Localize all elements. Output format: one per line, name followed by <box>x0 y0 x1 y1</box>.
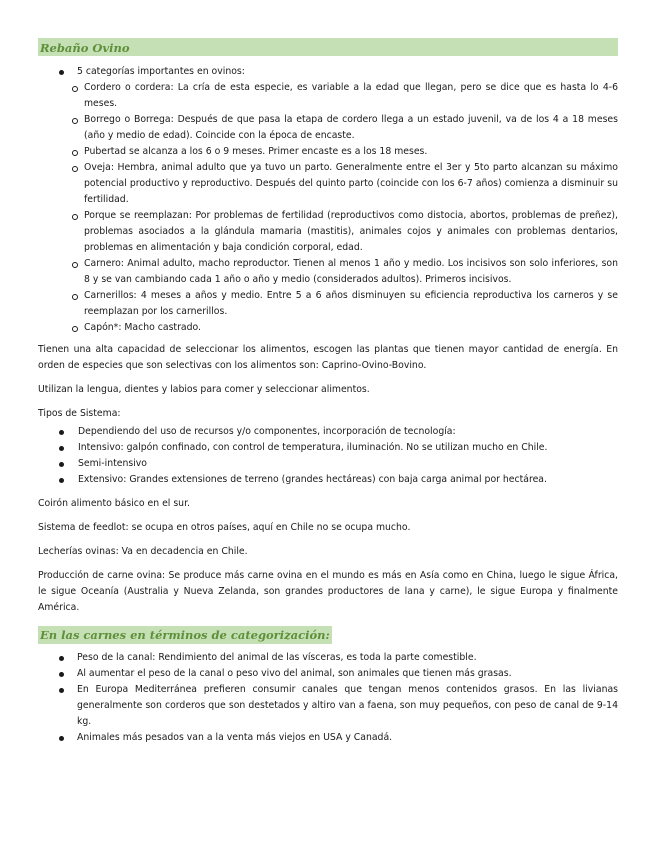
sub-list-item <box>70 208 618 256</box>
paragraph-produccion: Producción de carne ovina: Se produce más carne ovina en el mundo es más en Asía como en China, luego le sigue África, le sigue Oceanía (Australia y Nueva Zelanda, son grandes productores de lana y carne), le sigue Europa y finalmente América. <box>38 570 618 613</box>
bullet-icon <box>59 462 64 467</box>
sub-list-item <box>70 80 618 112</box>
sub-list-item <box>70 160 618 208</box>
sub-list-item-text: Cordero o cordera: La cría de esta especie, es variable a la edad que llegan, pero se dice que es hasta lo 4-6 meses. <box>84 82 618 109</box>
section-heading-carnes: En las carnes en términos de categorización: <box>40 628 330 642</box>
bullet-icon <box>59 478 64 483</box>
hollow-bullet-icon <box>72 150 78 156</box>
sub-list-item <box>70 288 618 320</box>
paragraph-feedlot: Sistema de feedlot: se ocupa en otros países, aquí en Chile no se ocupa mucho. <box>38 522 411 533</box>
section-heading-row <box>38 624 618 644</box>
list-item <box>38 440 618 456</box>
list-item <box>38 424 618 440</box>
hollow-bullet-icon <box>72 262 78 268</box>
sub-list-item <box>70 144 618 160</box>
paragraph-lecherias: Lecherías ovinas: Va en decadencia en Chile. <box>38 546 248 557</box>
list-item-text: Al aumentar el peso de la canal o peso vivo del animal, son animales que tienen más grasas. <box>77 668 512 679</box>
bullet-icon <box>59 70 64 75</box>
list-item <box>38 666 618 682</box>
paragraph-coiron: Coirón alimento básico en el sur. <box>38 498 191 509</box>
sub-list-item-text: Borrego o Borrega: Después de que pasa la etapa de cordero llega a un estado juvenil, va de los 4 a 18 meses (año y medio de edad). Coincide con la época de encaste. <box>84 114 618 141</box>
paragraph-tipos-label: Tipos de Sistema: <box>38 408 121 419</box>
list-item <box>38 650 618 666</box>
section-heading-rebano-ovino: Rebaño Ovino <box>40 41 130 55</box>
sub-list-item <box>70 112 618 144</box>
list-item <box>38 456 618 472</box>
document-page <box>38 38 618 746</box>
bullet-icon <box>59 446 64 451</box>
sub-list-item-text: Oveja: Hembra, animal adulto que ya tuvo un parto. Generalmente entre el 3er y 5to parto alcanzan su máximo potencial productivo y reproductivo. Después del quinto parto (coincide con los 6-7 años) comienza a disminuir su fertilidad. <box>84 162 618 205</box>
list-item-text: Peso de la canal: Rendimiento del animal de las vísceras, es toda la parte comestible. <box>77 652 477 663</box>
bullet-icon <box>59 688 64 693</box>
list-item-text: En Europa Mediterránea prefieren consumir canales que tengan menos contenidos grasos. En las livianas generalmente son corderos que son destetados y altiro van a faena, son muy pequeños, con peso de canal de 9-14 kg. <box>77 684 618 727</box>
list-item-text: Animales más pesados van a la venta más viejos en USA y Canadá. <box>77 732 393 743</box>
hollow-bullet-icon <box>72 118 78 124</box>
list-item-text: 5 categorías importantes en ovinos: <box>77 66 245 77</box>
bullet-icon <box>59 736 64 741</box>
hollow-bullet-icon <box>72 294 78 300</box>
paragraph-selective: Tienen una alta capacidad de seleccionar los alimentos, escogen las plantas que tienen mayor cantidad de energía. En orden de especies que son selectivas con los alimentos son: Caprino-Ovino-Bovino. <box>38 344 618 371</box>
sub-list-item <box>70 320 618 336</box>
tipos-list <box>38 424 618 488</box>
hollow-bullet-icon <box>72 214 78 220</box>
list-item-text: Semi-intensivo <box>78 458 147 469</box>
list-item-text: Intensivo: galpón confinado, con control de temperatura, iluminación. No se utilizan mucho en Chile. <box>78 442 548 453</box>
list-item <box>38 682 618 730</box>
sub-list-item <box>70 256 618 288</box>
sub-list-item-text: Carnero: Animal adulto, macho reproductor. Tienen al menos 1 año y medio. Los incisivos son solo inferiores, son 8 y se van cambiando cada 1 año o año y medio (considerados adultos). Primeros incisivos. <box>84 258 618 285</box>
bullet-icon <box>59 656 64 661</box>
section-heading-bar <box>38 38 618 56</box>
sub-list-item-text: Pubertad se alcanza a los 6 o 9 meses. Primer encaste es a los 18 meses. <box>84 146 428 157</box>
paragraph-tongue: Utilizan la lengua, dientes y labios para comer y seleccionar alimentos. <box>38 384 370 395</box>
bullet-icon <box>59 430 64 435</box>
list-item-text: Dependiendo del uso de recursos y/o componentes, incorporación de tecnología: <box>78 426 456 437</box>
sub-list-item-text: Porque se reemplazan: Por problemas de fertilidad (reproductivos como distocia, abortos, problemas de preñez), problemas asociados a la glándula mamaria (mastitis), animales cojos y animales con problemas dentarios, problemas en alimentación y baja condición corporal, edad. <box>84 210 618 253</box>
list-item <box>38 472 618 488</box>
hollow-bullet-icon <box>72 326 78 332</box>
list-item-text: Extensivo: Grandes extensiones de terreno (grandes hectáreas) con baja carga animal por hectárea. <box>78 474 547 485</box>
categories-list <box>38 64 618 336</box>
sub-list-item-text: Carnerillos: 4 meses a años y medio. Entre 5 a 6 años disminuyen su eficiencia reproductiva los carneros y se reemplazan por los carnerillos. <box>84 290 618 317</box>
bullet-icon <box>59 672 64 677</box>
hollow-bullet-icon <box>72 86 78 92</box>
sub-list-item-text: Capón*: Macho castrado. <box>84 322 201 333</box>
hollow-bullet-icon <box>72 166 78 172</box>
sub-list <box>77 80 618 336</box>
carnes-list <box>38 650 618 746</box>
list-item <box>38 730 618 746</box>
list-item <box>38 64 618 336</box>
